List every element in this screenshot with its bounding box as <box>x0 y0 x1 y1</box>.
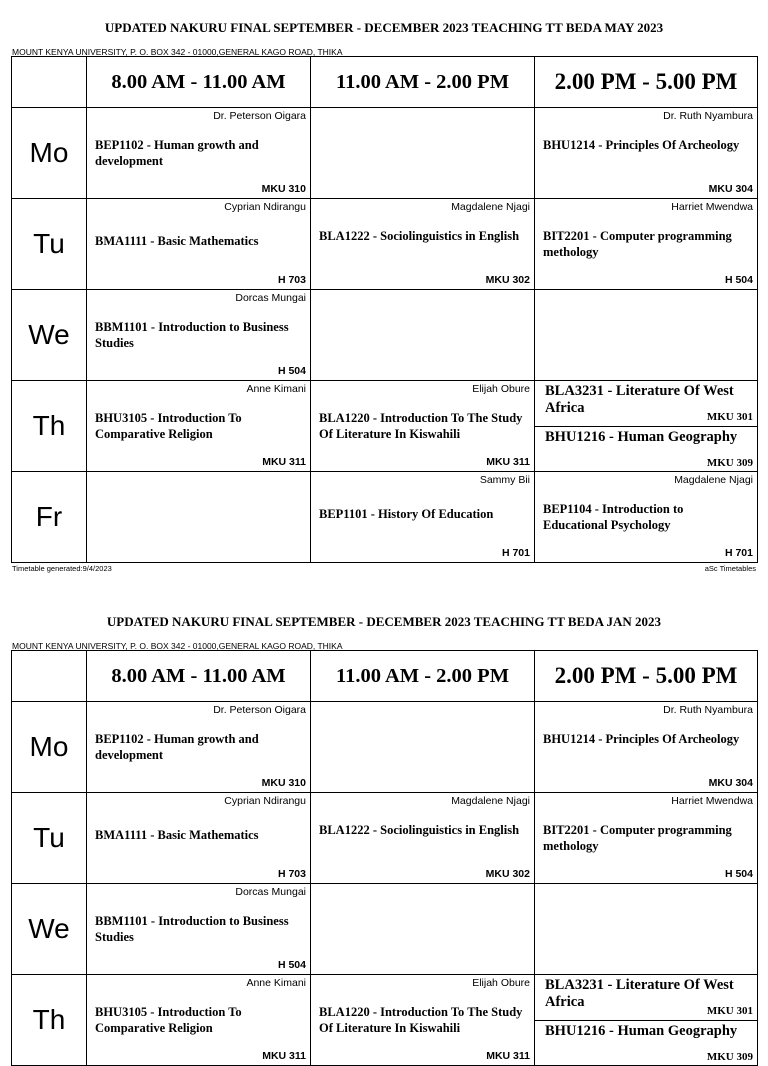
room-label: H 701 <box>501 547 530 559</box>
subject-name: BHU1216 - Human Geography <box>545 429 738 445</box>
subject-name: BLA3231 - Literature Of West Africa <box>545 977 734 1010</box>
day-row-we <box>12 884 758 975</box>
timetable-title: UPDATED NAKURU FINAL SEPTEMBER - DECEMBER 2023 TEACHING TT BEDA MAY 2023 <box>104 20 664 35</box>
day-row-tu <box>12 199 758 290</box>
day-row-we <box>12 290 758 381</box>
teacher-name: Anne Kimani <box>246 977 306 989</box>
room-label: MKU 304 <box>708 183 753 195</box>
lesson-cell <box>311 975 535 1066</box>
subject-name: BEP1101 - History Of Education <box>319 507 494 521</box>
institution-address: MOUNT KENYA UNIVERSITY, P. O. BOX 342 - 01000,GENERAL KAGO ROAD, THIKA <box>12 47 343 57</box>
day-label: Th <box>12 381 87 472</box>
room-label: MKU 309 <box>706 1051 753 1063</box>
lesson-cell <box>87 975 311 1066</box>
day-row-mo <box>12 108 758 199</box>
room-label: H 504 <box>724 274 753 286</box>
subject-name: BBM1101 - Introduction to Business Studies <box>95 320 289 350</box>
room-label: MKU 302 <box>485 274 530 286</box>
teacher-name: Magdalene Njagi <box>674 474 753 486</box>
header-row <box>12 651 758 702</box>
generated-date: Timetable generated:9/4/2023 <box>12 564 112 573</box>
subject-name: BLA1220 - Introduction To The Study Of Literature In Kiswahili <box>319 411 523 441</box>
room-label: H 504 <box>277 959 306 971</box>
slot-header-2: 11.00 AM - 2.00 PM <box>311 57 535 108</box>
lesson-half <box>535 1021 757 1066</box>
lesson-cell <box>535 199 758 290</box>
teacher-name: Cyprian Ndirangu <box>224 201 306 213</box>
subject-name: BHU1214 - Principles Of Archeology <box>543 732 740 746</box>
subject-name: BHU3105 - Introduction To Comparative Religion <box>95 1005 242 1035</box>
empty-cell <box>535 290 758 381</box>
split-lesson-cell <box>535 975 758 1066</box>
room-label: H 703 <box>277 274 306 286</box>
subject-name: BLA1222 - Sociolinguistics in English <box>319 229 520 243</box>
subject-name: BEP1102 - Human growth and development <box>95 138 259 168</box>
lesson-cell <box>87 702 311 793</box>
lesson-half <box>535 975 757 1021</box>
room-label: MKU 302 <box>485 868 530 880</box>
subject-name: BHU1214 - Principles Of Archeology <box>543 138 740 152</box>
subject-name: BEP1104 - Introduction to Educational Psychology <box>543 502 684 532</box>
teacher-name: Elijah Obure <box>472 383 530 395</box>
room-label: MKU 301 <box>706 1005 753 1017</box>
lesson-cell <box>535 472 758 563</box>
lesson-cell <box>87 381 311 472</box>
subject-name: BLA3231 - Literature Of West Africa <box>545 383 734 416</box>
slot-header-3: 2.00 PM - 5.00 PM <box>535 651 758 702</box>
teacher-name: Magdalene Njagi <box>451 795 530 807</box>
empty-cell <box>311 702 535 793</box>
slot-header-2: 11.00 AM - 2.00 PM <box>311 651 535 702</box>
corner-cell <box>12 651 87 702</box>
teacher-name: Harriet Mwendwa <box>671 795 753 807</box>
lesson-half <box>535 381 757 427</box>
day-label: Fr <box>12 472 87 563</box>
day-label: Th <box>12 975 87 1066</box>
day-row-tu <box>12 793 758 884</box>
timetable-title: UPDATED NAKURU FINAL SEPTEMBER - DECEMBER 2023 TEACHING TT BEDA JAN 2023 <box>106 614 662 629</box>
teacher-name: Dr. Peterson Oigara <box>213 110 306 122</box>
room-label: MKU 309 <box>706 457 753 469</box>
teacher-name: Dr. Peterson Oigara <box>213 704 306 716</box>
subject-name: BHU1216 - Human Geography <box>545 1023 738 1039</box>
lesson-cell <box>535 793 758 884</box>
day-label: We <box>12 290 87 381</box>
lesson-cell <box>311 793 535 884</box>
day-row-th <box>12 975 758 1066</box>
lesson-cell <box>311 381 535 472</box>
day-label: Mo <box>12 702 87 793</box>
room-label: MKU 310 <box>261 777 306 789</box>
room-label: H 703 <box>277 868 306 880</box>
lesson-cell <box>87 108 311 199</box>
teacher-name: Sammy Bii <box>479 474 530 486</box>
room-label: H 701 <box>724 547 753 559</box>
empty-cell <box>311 108 535 199</box>
empty-cell <box>311 884 535 975</box>
lesson-cell <box>87 884 311 975</box>
timetable-grid <box>11 56 758 563</box>
slot-header-1: 8.00 AM - 11.00 AM <box>87 651 311 702</box>
header-row <box>12 57 758 108</box>
room-label: MKU 311 <box>262 1050 306 1062</box>
teacher-name: Anne Kimani <box>246 383 306 395</box>
lesson-cell <box>87 793 311 884</box>
lesson-cell <box>87 199 311 290</box>
room-label: MKU 311 <box>262 456 306 468</box>
day-label: Tu <box>12 199 87 290</box>
room-label: MKU 310 <box>261 183 306 195</box>
timetable-2 <box>0 614 768 1063</box>
subject-name: BIT2201 - Computer programming methology <box>543 229 732 259</box>
day-label: Tu <box>12 793 87 884</box>
day-label: Mo <box>12 108 87 199</box>
split-lesson-cell <box>535 381 758 472</box>
subject-name: BHU3105 - Introduction To Comparative Religion <box>95 411 242 441</box>
lesson-half <box>535 427 757 472</box>
room-label: MKU 301 <box>706 411 753 423</box>
slot-header-3: 2.00 PM - 5.00 PM <box>535 57 758 108</box>
subject-name: BMA1111 - Basic Mathematics <box>95 828 259 842</box>
subject-name: BLA1220 - Introduction To The Study Of Literature In Kiswahili <box>319 1005 523 1035</box>
teacher-name: Dr. Ruth Nyambura <box>663 110 753 122</box>
teacher-name: Magdalene Njagi <box>451 201 530 213</box>
empty-cell <box>311 290 535 381</box>
teacher-name: Dorcas Mungai <box>235 292 306 304</box>
timetable-grid <box>11 650 758 1066</box>
timetable-1 <box>0 20 768 580</box>
teacher-name: Elijah Obure <box>472 977 530 989</box>
room-label: MKU 311 <box>486 456 530 468</box>
footer-brand: aSc Timetables <box>704 564 756 573</box>
room-label: MKU 304 <box>708 777 753 789</box>
empty-cell <box>535 884 758 975</box>
subject-name: BIT2201 - Computer programming methology <box>543 823 732 853</box>
institution-address: MOUNT KENYA UNIVERSITY, P. O. BOX 342 - 01000,GENERAL KAGO ROAD, THIKA <box>12 641 343 651</box>
slot-header-1: 8.00 AM - 11.00 AM <box>87 57 311 108</box>
lesson-cell <box>311 199 535 290</box>
room-label: MKU 311 <box>486 1050 530 1062</box>
teacher-name: Cyprian Ndirangu <box>224 795 306 807</box>
corner-cell <box>12 57 87 108</box>
teacher-name: Harriet Mwendwa <box>671 201 753 213</box>
teacher-name: Dr. Ruth Nyambura <box>663 704 753 716</box>
lesson-cell <box>87 290 311 381</box>
room-label: H 504 <box>277 365 306 377</box>
day-row-mo <box>12 702 758 793</box>
day-row-th <box>12 381 758 472</box>
empty-cell <box>87 472 311 563</box>
day-label: We <box>12 884 87 975</box>
room-label: H 504 <box>724 868 753 880</box>
subject-name: BMA1111 - Basic Mathematics <box>95 234 259 248</box>
teacher-name: Dorcas Mungai <box>235 886 306 898</box>
day-row-fr <box>12 472 758 563</box>
lesson-cell <box>535 108 758 199</box>
lesson-cell <box>535 702 758 793</box>
subject-name: BLA1222 - Sociolinguistics in English <box>319 823 520 837</box>
lesson-cell <box>311 472 535 563</box>
subject-name: BEP1102 - Human growth and development <box>95 732 259 762</box>
subject-name: BBM1101 - Introduction to Business Studies <box>95 914 289 944</box>
